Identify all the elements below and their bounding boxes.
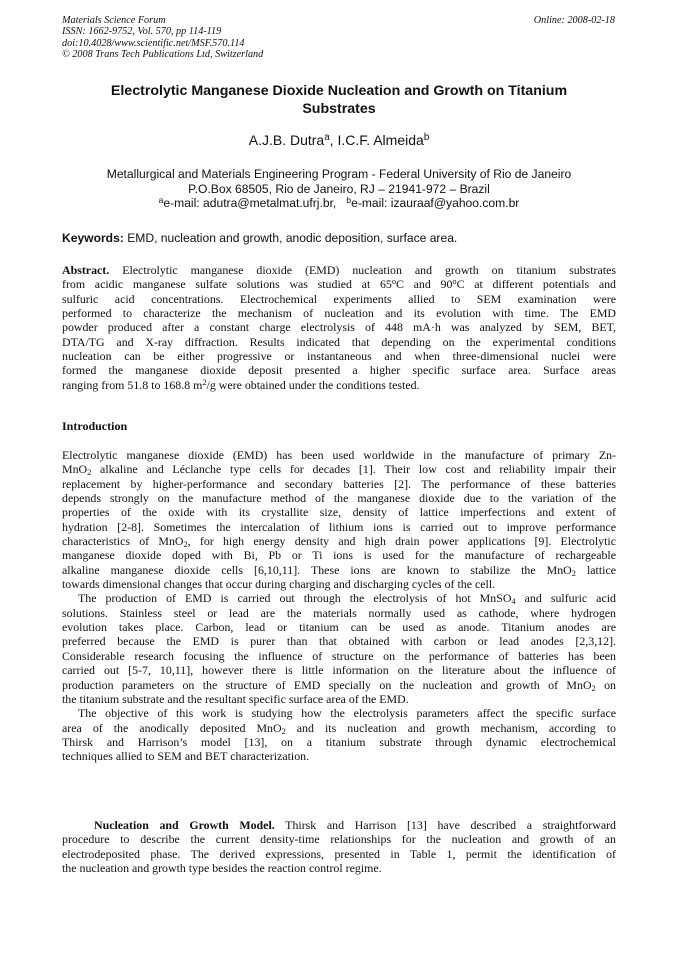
intro-line: evolution takes place. Carbon, lead or titanium can be used as anode. Titanium anodes are bbox=[62, 620, 616, 635]
email-a-marker: a bbox=[158, 194, 164, 205]
author-list bbox=[62, 132, 616, 149]
journal-name: Materials Science Forum bbox=[62, 15, 166, 26]
intro-text: alkaline and Léclanche type cells for decades [1]. Their low cost and reliability impair their bbox=[91, 462, 616, 477]
online-date: Online: 2008-02-18 bbox=[533, 15, 615, 26]
journal-copyright: © 2008 Trans Tech Publications Ltd, Switzerland bbox=[62, 48, 264, 60]
intro-line: depends strongly on the manufacture method of the manganese dioxide due to the variation of the bbox=[62, 491, 616, 506]
intro-text: lattice bbox=[575, 562, 616, 577]
intro-line: hydration [2-8]. Sometimes the intercalation of lithium ions is carried out to improve performance bbox=[62, 519, 616, 534]
intro-text: characteristics of MnO bbox=[62, 534, 184, 549]
abstract-line bbox=[62, 263, 616, 277]
intro-line: techniques allied to SEM and BET characterization. bbox=[62, 749, 310, 764]
intro-line: towards dimensional changes that occur during charging and discharging cycles of the cell. bbox=[62, 577, 496, 592]
model-line: electrodeposited phase. The derived expressions, presented in Table 1, permit the identification of bbox=[62, 846, 616, 861]
intro-text: MnO bbox=[62, 462, 88, 477]
email-b[interactable]: e-mail: izauraaf@yahoo.com.br bbox=[351, 196, 520, 211]
keywords-text: EMD, nucleation and growth, anodic deposition, surface area. bbox=[123, 231, 458, 245]
intro-line bbox=[62, 678, 616, 692]
abstract-line: DTA/TG and X-ray diffraction. Results indicated that depending on the experimental conditions bbox=[62, 334, 616, 349]
model-heading: Nucleation and Growth Model. bbox=[94, 818, 275, 832]
model-line: procedure to describe the current density-time relationships for the nucleation and growth of an bbox=[62, 832, 616, 847]
intro-line bbox=[62, 721, 616, 735]
intro-text: area of the anodically deposited MnO bbox=[62, 720, 282, 735]
degree-marker: o bbox=[391, 277, 397, 287]
abstract-text: /g were obtained under the conditions tested. bbox=[206, 377, 420, 392]
intro-line: the titanium substrate and the resultant specific surface area of the EMD. bbox=[62, 691, 409, 706]
degree-marker: o bbox=[452, 277, 457, 287]
subscript: 2 bbox=[87, 468, 92, 478]
abstract-line: nucleation can be either progressive or instantaneous and when three-dimensional nuclei were bbox=[62, 349, 616, 364]
paper-title bbox=[62, 83, 616, 118]
intro-line bbox=[62, 591, 616, 605]
intro-line: Thirsk and Harrison’s model [13], on a titanium substrate through dynamic electrochemical bbox=[62, 734, 616, 749]
author-1-marker: a bbox=[324, 132, 330, 144]
subscript: 4 bbox=[511, 597, 516, 607]
author-1: A.J.B. Dutra bbox=[248, 132, 325, 148]
abstract-line: performed to characterize the mechanism of nucleation and its evolution with time. The EMD bbox=[62, 306, 616, 321]
intro-line: Considerable research focusing the influence of structure on the performance of batteries has been bbox=[62, 648, 616, 663]
model-line bbox=[62, 818, 616, 832]
intro-line: preferred because the EMD is purer than that obtained with carbon or lead anodes [2,3,12]. bbox=[62, 634, 616, 649]
keywords-label: Keywords: bbox=[62, 231, 124, 245]
intro-line bbox=[62, 534, 616, 548]
introduction-body bbox=[62, 448, 616, 764]
intro-text: and sulfuric acid bbox=[515, 591, 616, 606]
email-b-marker: b bbox=[346, 194, 352, 205]
intro-line: replacement by higher-performance and secondary batteries [2]. The performance of these batteries bbox=[62, 476, 616, 491]
title-line-1: Electrolytic Manganese Dioxide Nucleation and Growth on Titanium bbox=[110, 83, 568, 99]
intro-text: and its nucleation and growth mechanism, according to bbox=[285, 720, 616, 735]
abstract-line: formed the manganese dioxide deposit presented a higher specific surface area. Surface areas bbox=[62, 363, 616, 378]
abstract-line bbox=[62, 378, 616, 392]
intro-line: Electrolytic manganese dioxide (EMD) has been used worldwide in the manufacture of primary Zn- bbox=[62, 448, 616, 462]
subscript: 2 bbox=[571, 568, 576, 578]
abstract-label: Abstract. bbox=[62, 263, 110, 277]
author-2-marker: b bbox=[423, 132, 430, 144]
affiliation-line-1: Metallurgical and Materials Engineering Program - Federal University of Rio de Janeiro bbox=[106, 167, 572, 181]
author-separator: , bbox=[329, 132, 338, 148]
intro-text: on bbox=[595, 677, 616, 692]
intro-line: carried out [5-7, 10,11], however there is little information on the literature about the influence of bbox=[62, 663, 616, 678]
subscript: 2 bbox=[281, 726, 286, 736]
intro-line bbox=[62, 462, 616, 476]
intro-text: , for high energy density and high drain power applications [9]. Electrolytic bbox=[187, 534, 616, 549]
journal-issn: ISSN: 1662-9752, Vol. 570, pp 114-119 bbox=[62, 26, 222, 38]
model-line: the nucleation and growth type besides the reaction control regime. bbox=[62, 861, 382, 876]
intro-text: production parameters on the structure of EMD specially on the nucleation and growth of MnO bbox=[62, 677, 592, 692]
subscript: 2 bbox=[183, 540, 188, 550]
author-2: I.C.F. Almeida bbox=[337, 132, 424, 148]
abstract-text: C at different potentials and bbox=[456, 277, 616, 292]
abstract bbox=[62, 263, 616, 392]
title-line-2: Substrates bbox=[302, 100, 376, 117]
abstract-line bbox=[62, 277, 616, 291]
abstract-line: sulfuric acid concentrations. Electrochemical experiments allied to SEM examination were bbox=[62, 291, 616, 306]
intro-text: alkaline manganese dioxide cells [6,10,11]. These ions are known to stabilize the MnO bbox=[62, 562, 572, 577]
affiliation-line-2: P.O.Box 68505, Rio de Janeiro, RJ – 21941-972 – Brazil bbox=[188, 181, 490, 196]
intro-line bbox=[62, 563, 616, 577]
journal-header bbox=[62, 15, 263, 60]
affiliation bbox=[62, 167, 616, 211]
abstract-text: from acidic manganese sulfate solutions was studied at 65 bbox=[62, 277, 392, 292]
intro-line: manganese dioxide doped with Bi, Pb or Ti ions is used for the manufacture of rechargeable bbox=[62, 548, 616, 563]
abstract-text: Electrolytic manganese dioxide (EMD) nucleation and growth on titanium substrates bbox=[109, 263, 616, 277]
email-a[interactable]: e-mail: adutra@metalmat.ufrj.br, bbox=[163, 196, 337, 211]
model-text: Thirsk and Harrison [13] have described a straightforward bbox=[274, 818, 617, 832]
abstract-text: C and 90 bbox=[396, 277, 453, 292]
superscript: 2 bbox=[202, 377, 207, 387]
intro-line: solutions. Stainless steel or lead are the materials normally used as cathode, where hydrogen bbox=[62, 605, 616, 620]
intro-line: properties of the oxide with its crystallite size, density of lattice imperfections and extent of bbox=[62, 505, 616, 520]
journal-doi[interactable]: doi:10.4028/www.scientific.net/MSF.570.114 bbox=[62, 37, 245, 49]
affiliation-emails bbox=[62, 196, 616, 211]
section-heading-introduction: Introduction bbox=[62, 419, 128, 433]
abstract-line: powder produced after a constant charge electrolysis of 448 mA·h was analyzed by SEM, BET, bbox=[62, 320, 616, 335]
subscript: 2 bbox=[591, 683, 596, 693]
intro-line: The objective of this work is studying how the electrolysis parameters affect the specific surface bbox=[78, 706, 616, 721]
abstract-text: ranging from 51.8 to 168.8 m bbox=[62, 377, 203, 392]
intro-text: The production of EMD is carried out through the electrolysis of hot MnSO bbox=[78, 591, 512, 606]
keywords bbox=[62, 231, 616, 246]
nucleation-growth-model bbox=[62, 818, 616, 875]
